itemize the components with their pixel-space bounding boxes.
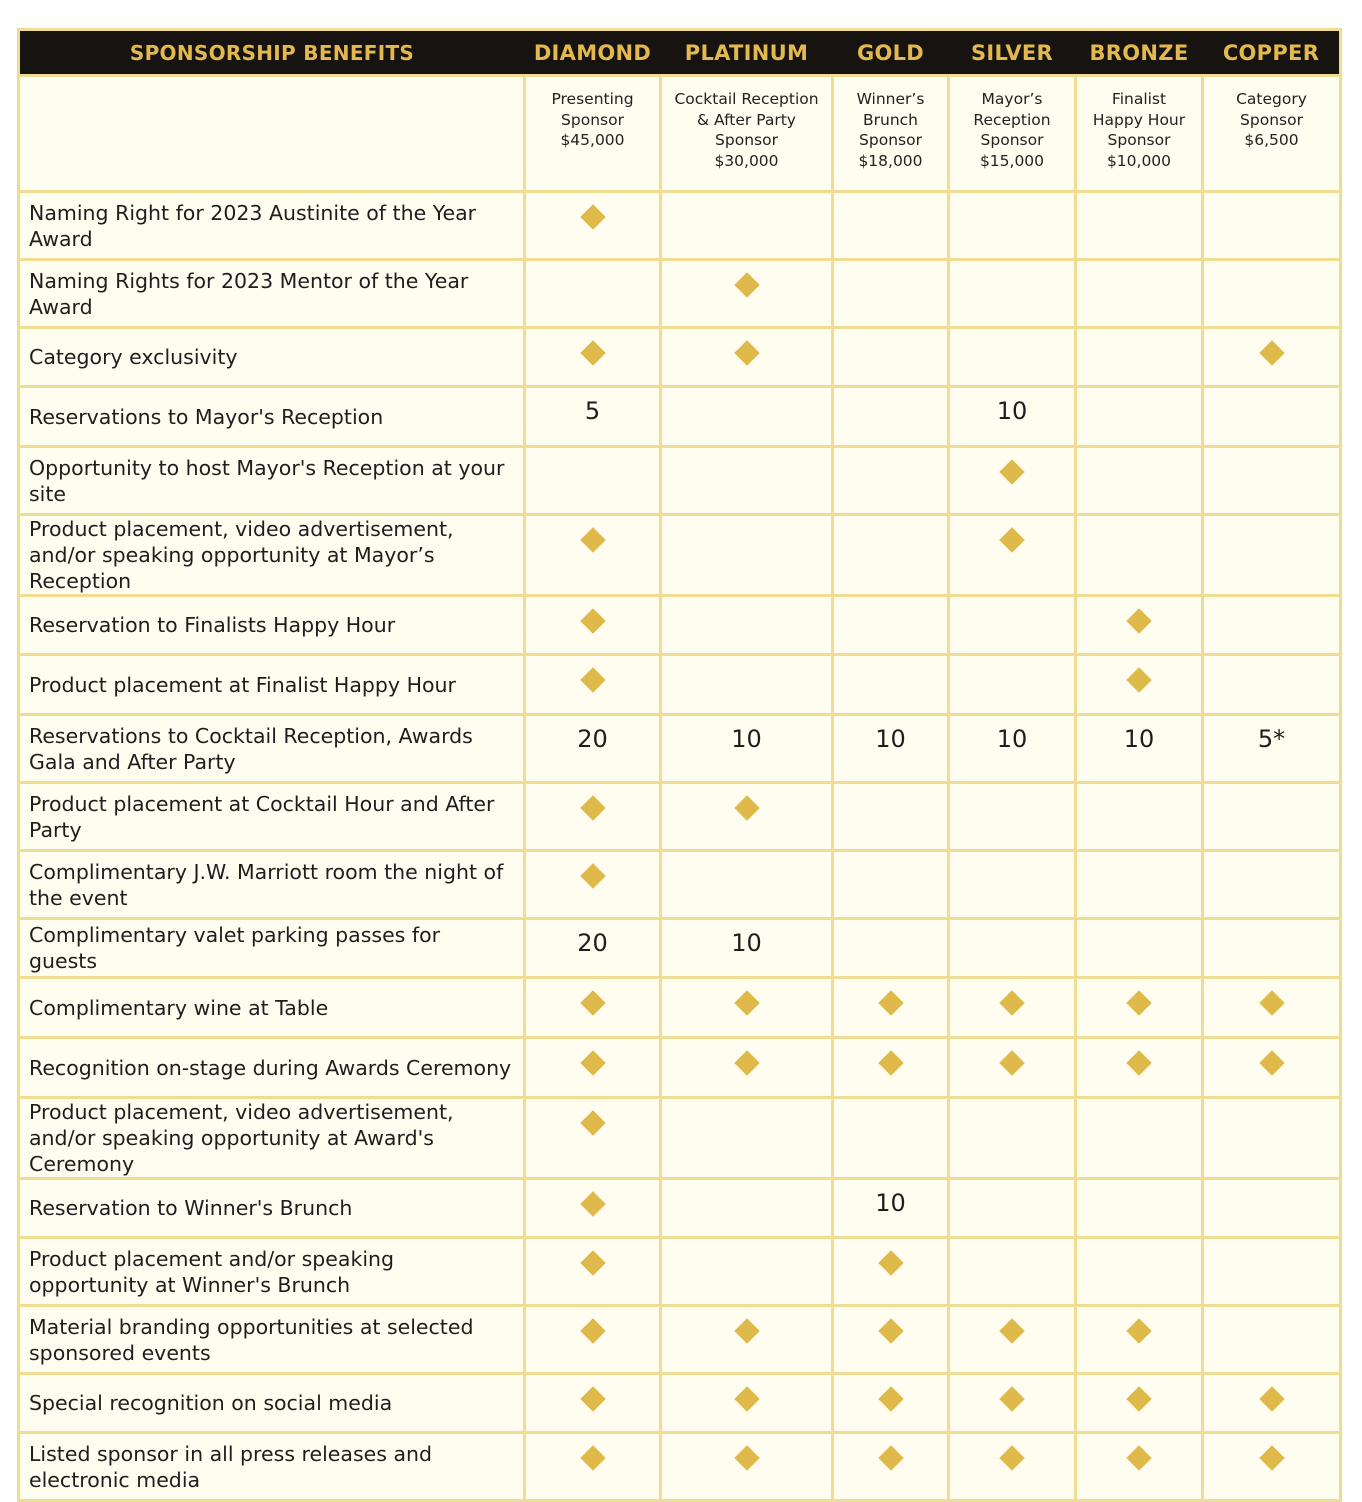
tier-description-line: Winner’s — [856, 90, 925, 108]
tier-description-diamond — [525, 76, 661, 192]
tier-description-line: Sponsor — [859, 131, 922, 149]
benefit-cell-silver — [949, 1179, 1076, 1238]
benefit-label: Complimentary valet parking passes for guests — [19, 919, 525, 978]
tier-description-gold — [833, 76, 949, 192]
tier-description-line: Finalist — [1111, 90, 1167, 108]
benefit-cell-diamond — [525, 1098, 661, 1179]
benefit-cell-platinum — [661, 655, 833, 715]
benefit-row — [19, 192, 1341, 260]
benefit-cell-copper — [1203, 447, 1341, 515]
benefit-cell-diamond — [525, 1038, 661, 1098]
diamond-icon — [1126, 1050, 1151, 1075]
benefit-cell-gold — [833, 1306, 949, 1374]
benefit-cell-silver — [949, 260, 1076, 328]
benefit-cell-platinum — [661, 260, 833, 328]
benefit-label: Naming Rights for 2023 Mentor of the Year Award — [19, 260, 525, 328]
benefit-cell-platinum — [661, 783, 833, 851]
benefit-cell-platinum — [661, 1306, 833, 1374]
benefit-label: Naming Right for 2023 Austinite of the Year Award — [19, 192, 525, 260]
benefit-cell-diamond — [525, 783, 661, 851]
benefit-cell-diamond — [525, 260, 661, 328]
benefit-cell-silver — [949, 978, 1076, 1038]
diamond-icon — [580, 204, 605, 229]
benefit-cell-copper — [1203, 978, 1341, 1038]
diamond-icon — [878, 1386, 903, 1411]
benefit-cell-bronze — [1076, 1179, 1203, 1238]
diamond-icon — [1259, 990, 1284, 1015]
benefit-cell-bronze — [1076, 192, 1203, 260]
benefit-cell-platinum — [661, 1374, 833, 1433]
benefit-cell-diamond — [525, 1306, 661, 1374]
tier-description-platinum — [661, 76, 833, 192]
benefit-row — [19, 783, 1341, 851]
benefit-cell-diamond — [525, 515, 661, 596]
diamond-icon — [580, 863, 605, 888]
diamond-icon — [878, 990, 903, 1015]
tier-description-line: $30,000 — [714, 151, 779, 170]
benefit-cell-platinum — [661, 1179, 833, 1238]
benefit-row — [19, 387, 1341, 447]
diamond-icon — [734, 795, 759, 820]
benefit-label: Complimentary wine at Table — [19, 978, 525, 1038]
benefit-row — [19, 851, 1341, 919]
benefit-cell-diamond — [525, 978, 661, 1038]
benefit-cell-bronze — [1076, 1098, 1203, 1179]
diamond-icon — [734, 1445, 759, 1470]
diamond-icon — [580, 608, 605, 633]
benefit-cell-bronze — [1076, 655, 1203, 715]
benefit-cell-bronze — [1076, 447, 1203, 515]
diamond-icon — [999, 1386, 1024, 1411]
benefit-cell-gold — [833, 1038, 949, 1098]
benefit-cell-bronze — [1076, 919, 1203, 978]
benefit-cell-silver — [949, 655, 1076, 715]
diamond-icon — [734, 1386, 759, 1411]
diamond-icon — [580, 1318, 605, 1343]
benefit-cell-diamond — [525, 596, 661, 655]
diamond-icon — [999, 1050, 1024, 1075]
benefit-cell-diamond — [525, 1238, 661, 1306]
benefit-cell-silver — [949, 851, 1076, 919]
tier-description-line: & After Party — [697, 110, 796, 129]
benefit-label: Reservations to Cocktail Reception, Awards Gala and After Party — [19, 715, 525, 783]
empty-corner-cell — [19, 76, 525, 192]
benefit-cell-copper — [1203, 783, 1341, 851]
benefit-cell-bronze — [1076, 260, 1203, 328]
benefit-cell-gold — [833, 715, 949, 783]
diamond-icon — [734, 272, 759, 297]
diamond-icon — [580, 527, 605, 552]
benefit-row — [19, 978, 1341, 1038]
diamond-icon — [1259, 1386, 1284, 1411]
diamond-icon — [580, 340, 605, 365]
benefit-row — [19, 260, 1341, 328]
benefit-cell-diamond — [525, 1374, 661, 1433]
tier-description-line: Mayor’s — [981, 90, 1043, 108]
diamond-icon — [580, 1386, 605, 1411]
benefit-cell-diamond — [525, 919, 661, 978]
diamond-icon — [1259, 1050, 1284, 1075]
diamond-icon — [580, 667, 605, 692]
benefit-cell-silver — [949, 1433, 1076, 1501]
tier-header-diamond: DIAMOND — [525, 30, 661, 76]
benefit-row — [19, 1374, 1341, 1433]
benefit-cell-copper — [1203, 1098, 1341, 1179]
diamond-icon — [1259, 1445, 1284, 1470]
benefit-cell-copper — [1203, 1179, 1341, 1238]
benefit-cell-copper — [1203, 387, 1341, 447]
tier-description-line: Sponsor — [561, 110, 624, 129]
benefit-row — [19, 328, 1341, 387]
diamond-icon — [999, 1318, 1024, 1343]
benefit-label: Material branding opportunities at selected sponsored events — [19, 1306, 525, 1374]
diamond-icon — [580, 1445, 605, 1470]
tier-description-line: Sponsor — [715, 131, 778, 149]
benefit-cell-platinum — [661, 919, 833, 978]
tier-description-line: Category — [1236, 90, 1307, 108]
benefit-cell-copper — [1203, 851, 1341, 919]
benefit-row — [19, 1433, 1341, 1501]
benefit-label: Complimentary J.W. Marriott room the night of the event — [19, 851, 525, 919]
benefit-row — [19, 655, 1341, 715]
benefit-row — [19, 919, 1341, 978]
benefit-cell-bronze — [1076, 783, 1203, 851]
benefit-cell-bronze — [1076, 596, 1203, 655]
benefit-row — [19, 1179, 1341, 1238]
diamond-icon — [734, 340, 759, 365]
benefit-cell-bronze — [1076, 387, 1203, 447]
benefit-quantity: 5* — [1257, 725, 1286, 753]
benefit-cell-gold — [833, 515, 949, 596]
benefit-cell-gold — [833, 328, 949, 387]
benefit-row — [19, 596, 1341, 655]
benefit-cell-gold — [833, 1433, 949, 1501]
benefit-cell-gold — [833, 783, 949, 851]
benefit-quantity: 10 — [875, 725, 906, 753]
tier-description-line: $45,000 — [560, 131, 625, 149]
diamond-icon — [734, 990, 759, 1015]
diamond-icon — [734, 1318, 759, 1343]
benefit-quantity: 10 — [996, 397, 1028, 425]
benefit-quantity: 20 — [577, 929, 608, 957]
benefit-label: Reservation to Winner's Brunch — [19, 1179, 525, 1238]
tier-description-copper — [1203, 76, 1341, 192]
benefit-cell-copper — [1203, 596, 1341, 655]
benefit-cell-silver — [949, 515, 1076, 596]
benefit-cell-bronze — [1076, 1238, 1203, 1306]
benefit-cell-gold — [833, 1179, 949, 1238]
benefit-cell-silver — [949, 447, 1076, 515]
tier-description-line: Presenting — [551, 90, 634, 108]
benefit-label: Special recognition on social media — [19, 1374, 525, 1433]
benefit-cell-copper — [1203, 919, 1341, 978]
benefit-cell-bronze — [1076, 1433, 1203, 1501]
benefit-cell-platinum — [661, 1098, 833, 1179]
diamond-icon — [1259, 340, 1284, 365]
benefit-cell-platinum — [661, 851, 833, 919]
benefit-cell-copper — [1203, 328, 1341, 387]
benefit-cell-diamond — [525, 715, 661, 783]
benefit-cell-copper — [1203, 655, 1341, 715]
benefit-label: Reservations to Mayor's Reception — [19, 387, 525, 447]
benefit-cell-copper — [1203, 515, 1341, 596]
diamond-icon — [580, 990, 605, 1015]
benefit-cell-gold — [833, 1098, 949, 1179]
benefit-quantity: 10 — [731, 725, 762, 753]
benefit-cell-diamond — [525, 328, 661, 387]
benefit-cell-gold — [833, 978, 949, 1038]
benefit-cell-gold — [833, 851, 949, 919]
diamond-icon — [580, 1250, 605, 1275]
diamond-icon — [1126, 1386, 1151, 1411]
benefit-label: Category exclusivity — [19, 328, 525, 387]
benefit-cell-platinum — [661, 192, 833, 260]
tier-description-silver — [949, 76, 1076, 192]
diamond-icon — [1126, 667, 1151, 692]
benefit-cell-bronze — [1076, 1306, 1203, 1374]
sponsorship-benefits-table — [17, 28, 1342, 1502]
benefit-cell-platinum — [661, 515, 833, 596]
tier-description-line: Sponsor — [1240, 110, 1303, 129]
benefit-label: Product placement and/or speaking opportunity at Winner's Brunch — [19, 1238, 525, 1306]
benefit-cell-gold — [833, 919, 949, 978]
diamond-icon — [999, 527, 1024, 552]
tier-description-line: Reception — [973, 110, 1051, 129]
benefit-cell-bronze — [1076, 1038, 1203, 1098]
diamond-icon — [878, 1050, 903, 1075]
benefit-cell-platinum — [661, 1433, 833, 1501]
benefit-cell-bronze — [1076, 328, 1203, 387]
diamond-icon — [1126, 990, 1151, 1015]
tier-header-platinum: PLATINUM — [661, 30, 833, 76]
benefit-cell-platinum — [661, 596, 833, 655]
diamond-icon — [1126, 1318, 1151, 1343]
benefit-cell-platinum — [661, 978, 833, 1038]
benefit-cell-gold — [833, 596, 949, 655]
tier-header-silver: SILVER — [949, 30, 1076, 76]
diamond-icon — [999, 990, 1024, 1015]
tier-description-line: Sponsor — [980, 131, 1044, 149]
benefit-cell-bronze — [1076, 851, 1203, 919]
benefit-cell-platinum — [661, 447, 833, 515]
tier-description-line: Cocktail Reception — [674, 90, 819, 108]
benefit-cell-copper — [1203, 1238, 1341, 1306]
tier-header-gold: GOLD — [833, 30, 949, 76]
benefit-row — [19, 1038, 1341, 1098]
benefit-cell-gold — [833, 447, 949, 515]
diamond-icon — [580, 795, 605, 820]
benefit-cell-gold — [833, 387, 949, 447]
benefit-row — [19, 447, 1341, 515]
benefit-quantity: 10 — [1123, 725, 1155, 753]
tier-description-line: $15,000 — [979, 151, 1045, 170]
benefit-cell-diamond — [525, 387, 661, 447]
benefits-body — [19, 192, 1341, 1501]
benefit-cell-diamond — [525, 1179, 661, 1238]
diamond-icon — [580, 1110, 605, 1135]
benefit-cell-silver — [949, 596, 1076, 655]
benefit-label: Opportunity to host Mayor's Reception at your site — [19, 447, 525, 515]
benefit-cell-diamond — [525, 851, 661, 919]
benefit-cell-diamond — [525, 655, 661, 715]
benefit-cell-silver — [949, 1098, 1076, 1179]
benefit-quantity: 5 — [584, 397, 601, 425]
benefit-cell-silver — [949, 328, 1076, 387]
tier-description-line: $6,500 — [1244, 131, 1299, 149]
benefit-label: Product placement at Cocktail Hour and After Party — [19, 783, 525, 851]
benefit-cell-bronze — [1076, 978, 1203, 1038]
benefit-cell-copper — [1203, 715, 1341, 783]
benefit-cell-silver — [949, 1238, 1076, 1306]
benefit-cell-platinum — [661, 387, 833, 447]
benefit-label: Listed sponsor in all press releases and electronic media — [19, 1433, 525, 1501]
benefit-cell-copper — [1203, 260, 1341, 328]
benefit-cell-copper — [1203, 1374, 1341, 1433]
diamond-icon — [1126, 1445, 1151, 1470]
diamond-icon — [734, 1050, 759, 1075]
benefit-cell-gold — [833, 655, 949, 715]
benefit-quantity: 20 — [577, 725, 608, 753]
diamond-icon — [1126, 608, 1151, 633]
benefit-cell-silver — [949, 715, 1076, 783]
diamond-icon — [999, 459, 1024, 484]
diamond-icon — [580, 1191, 605, 1216]
benefit-cell-silver — [949, 1374, 1076, 1433]
benefit-cell-copper — [1203, 1433, 1341, 1501]
benefit-cell-silver — [949, 387, 1076, 447]
benefit-row — [19, 515, 1341, 596]
benefit-quantity: 10 — [875, 1189, 906, 1217]
benefit-cell-silver — [949, 919, 1076, 978]
benefit-cell-diamond — [525, 192, 661, 260]
diamond-icon — [580, 1050, 605, 1075]
benefit-cell-platinum — [661, 328, 833, 387]
diamond-icon — [878, 1250, 903, 1275]
tier-description-line: Sponsor — [1107, 131, 1171, 149]
benefit-cell-gold — [833, 260, 949, 328]
tier-description-bronze — [1076, 76, 1203, 192]
diamond-icon — [999, 1445, 1024, 1470]
benefit-cell-bronze — [1076, 715, 1203, 783]
benefit-cell-gold — [833, 1238, 949, 1306]
benefit-cell-copper — [1203, 1306, 1341, 1374]
benefit-cell-silver — [949, 783, 1076, 851]
benefits-column-header: SPONSORSHIP BENEFITS — [19, 30, 525, 76]
benefit-cell-bronze — [1076, 515, 1203, 596]
benefit-cell-platinum — [661, 1238, 833, 1306]
benefit-cell-diamond — [525, 447, 661, 515]
tier-description-line: $10,000 — [1106, 151, 1172, 170]
benefit-row — [19, 715, 1341, 783]
benefit-cell-gold — [833, 192, 949, 260]
benefit-label: Product placement, video advertisement, and/or speaking opportunity at Mayor’s Reception — [19, 515, 525, 596]
diamond-icon — [878, 1318, 903, 1343]
benefit-label: Reservation to Finalists Happy Hour — [19, 596, 525, 655]
benefit-row — [19, 1238, 1341, 1306]
benefit-quantity: 10 — [996, 725, 1028, 753]
benefit-cell-gold — [833, 1374, 949, 1433]
benefit-label: Product placement, video advertisement, and/or speaking opportunity at Award's Ceremony — [19, 1098, 525, 1179]
benefit-cell-silver — [949, 192, 1076, 260]
tier-description-line: Brunch — [863, 110, 918, 129]
benefit-cell-diamond — [525, 1433, 661, 1501]
benefit-cell-silver — [949, 1038, 1076, 1098]
benefit-cell-silver — [949, 1306, 1076, 1374]
tier-header-row — [19, 30, 1341, 76]
benefit-row — [19, 1306, 1341, 1374]
tier-description-row — [19, 76, 1341, 192]
benefit-label: Recognition on-stage during Awards Ceremony — [19, 1038, 525, 1098]
benefit-label: Product placement at Finalist Happy Hour — [19, 655, 525, 715]
tier-header-bronze: BRONZE — [1076, 30, 1203, 76]
tier-header-copper: COPPER — [1203, 30, 1341, 76]
benefit-cell-platinum — [661, 715, 833, 783]
tier-description-line: $18,000 — [858, 151, 923, 170]
diamond-icon — [878, 1445, 903, 1470]
tier-description-line: Happy Hour — [1092, 110, 1186, 129]
benefit-cell-platinum — [661, 1038, 833, 1098]
benefit-cell-copper — [1203, 192, 1341, 260]
benefit-cell-bronze — [1076, 1374, 1203, 1433]
benefit-row — [19, 1098, 1341, 1179]
benefit-quantity: 10 — [731, 929, 762, 957]
benefit-cell-copper — [1203, 1038, 1341, 1098]
